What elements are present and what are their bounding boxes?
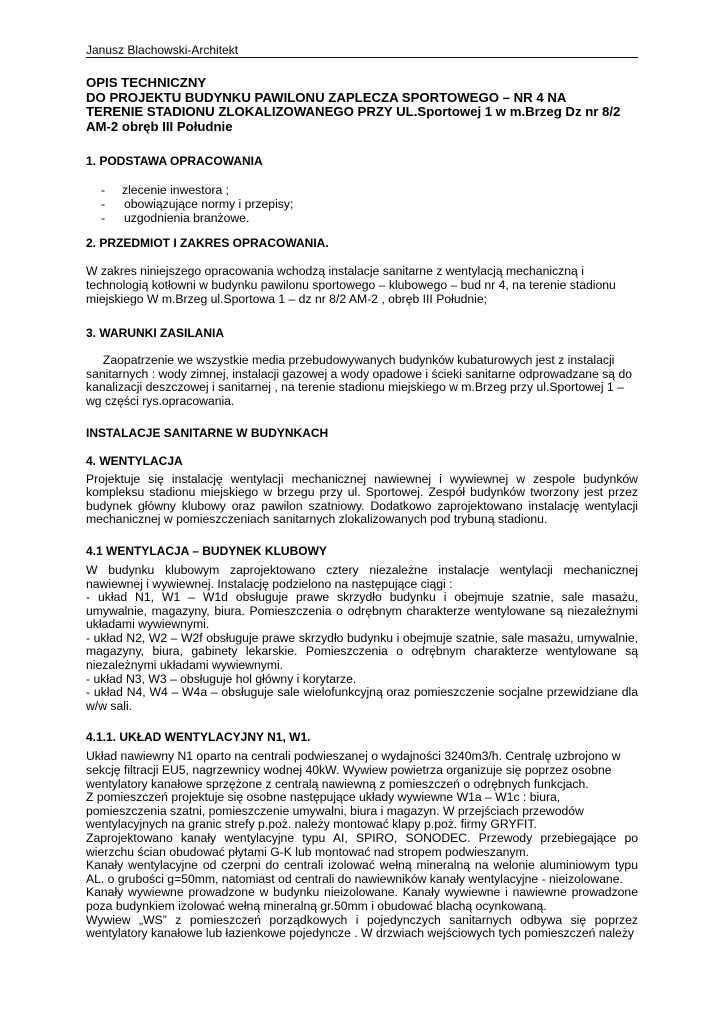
- title-line-1: OPIS TECHNICZNY: [86, 75, 207, 90]
- section-3-text: Zaopatrzenie we wszystkie media przebudowywanych budynków kubaturowych jest z instalacji sanitarnych : wody zimnej, instalacji gazowej a wody opadowe i ścieki sanitarne odprowadzane są do kanalizacji deszczowej i sanitarnej , na terenie stadionu miejskiego w m.Brzeg przy ul.Sportowej 1 – wg części rys.opracowania.: [86, 353, 633, 408]
- installations-heading: INSTALACJE SANITARNE W BUDYNKACH: [86, 425, 329, 440]
- list-item: - układ N3, W3 – obsługuje hol główny i korytarze.: [86, 671, 357, 686]
- section-4-1-1-para: Kanały wentylacyjne od czerpni do centrali izolować wełną mineralną na welonie aluminiowym typu AL. o grubości g=50mm, natomiast od centrali do nawiewników kanały wentylacyjne - nieizolowane.: [86, 858, 638, 886]
- section-3-heading: 3. WARUNKI ZASILANIA: [86, 326, 224, 341]
- document-body: [86, 76, 638, 941]
- section-4-1-1-text: Układ nawiewny N1 oparto na centrali podwieszanej o wydajności 3240m3/h. Centralę uzbrojono w sekcję filtracji EU5, nagrzewnicy wodnej 40kW. Wywiew powietrza organizuje się poprzez osobne wentylatory kanałowe sprzężone z centralą nawiewną z pomieszczeń o odrębnych funkcjach. Z pomieszczeń projektuje się osobne następujące układy wywiewne W1a – W1c : biura, pomieszczenia szatni, pomieszczenie umywalni, biura i magazyn. W przejściach przewodów wentylacyjnych na granic strefy p.poż. należy montować klapy p.poż. firmy GRYFIT.: [86, 749, 621, 832]
- page-header-author: Janusz Blachowski-Architekt: [86, 43, 239, 57]
- list-item: - zlecenie inwestora ;: [101, 183, 230, 198]
- title-line-3: TERENIE STADIONU ZLOKALIZOWANEGO PRZY UL.Sportowej 1 w m.Brzeg Dz nr 8/2: [86, 104, 621, 120]
- list-item: - uzgodnienia branżowe.: [101, 211, 250, 226]
- list-item: - układ N1, W1 – W1d obsługuje prawe skrzydło budynku i obejmuje szatnie, sale masażu, umywalnie, magazyny, biura. Pomieszczenia o odrębnym charakterze wentylowane są niezależnymi układami wywiewnymi.: [86, 590, 638, 632]
- section-4-1-1-para: Kanały wywiewne prowadzone w budynku nieizolowane. Kanały wywiewne i nawiewne prowadzone poza budynkiem izolować wełną mineralną gr.50mm i obudować blachą ocynkowaną.: [86, 885, 638, 913]
- section-4-1-heading: 4.1 WENTYLACJA – BUDYNEK KLUBOWY: [86, 543, 327, 558]
- section-2-heading: 2. PRZEDMIOT I ZAKRES OPRACOWANIA.: [86, 236, 329, 251]
- section-4-text: Projektuje się instalację wentylacji mechanicznej nawiewnej i wywiewnej w zespole budynków kompleksu stadionu miejskiego w brzegu przy ul. Sportowej. Zespół budynków tworzony jest przez budynek główny klubowy oraz pawilon szatniowy. Dodatkowo zaprojektowano instalację wentylacji mechanicznej w pomieszczeniach sanitarnych zlokalizowanych pod trybuną stadionu.: [86, 471, 638, 527]
- list-item: - obowiązujące normy i przepisy;: [101, 197, 294, 212]
- section-4-1-1-para: Wywiew „WS” z pomieszczeń porządkowych i pojedynczych sanitarnych odbywa się poprzez wentylatory kanałowe lub łazienkowe pojedyncze . W drzwiach wejściowych tych pomieszczeń należy: [86, 912, 638, 941]
- header-rule: [86, 57, 638, 58]
- list-item: - układ N2, W2 – W2f obsługuje prawe skrzydło budynku i obejmuje szatnie, sale masażu, umywalnie, magazyny, biura, gabinety lekarskie. Pomieszczenia o odrębnym charakterze wentylowane są niezależnymi układami wywiewnymi.: [86, 630, 638, 673]
- section-1-heading: 1. PODSTAWA OPRACOWANIA: [86, 154, 263, 169]
- title-line-2: DO PROJEKTU BUDYNKU PAWILONU ZAPLECZA SPORTOWEGO – NR 4 NA: [86, 89, 567, 105]
- title-line-4: AM-2 obręb III Południe: [86, 118, 233, 134]
- section-4-1-1-heading: 4.1.1. UKŁAD WENTYLACYJNY N1, W1.: [86, 730, 311, 745]
- document-title: [86, 76, 638, 134]
- section-4-heading: 4. WENTYLACJA: [86, 453, 183, 468]
- section-4-1-intro: W budynku klubowym zaprojektowano cztery niezależne instalacje wentylacji mechanicznej nawiewnej i wywiewnej. Instalację podzielono na następujące ciągi :: [86, 562, 638, 591]
- section-2-text: W zakres niniejszego opracowania wchodzą instalacje sanitarne z wentylacją mechaniczną i technologią kotłowni w budynku pawilonu sportowego – klubowego – bud nr 4, na terenie stadionu miejskiego W m.Brzeg ul.Sportowa 1 – dz nr 8/2 AM-2 , obręb III Południe;: [86, 264, 616, 306]
- section-1-list: [86, 183, 638, 225]
- section-4-1-1-para: Zaprojektowano kanały wentylacyjne typu AI, SPIRO, SONODEC. Przewody przebiegające po wierzchu ścian obudować płytami G-K lub montować nad stropem podwieszanym.: [86, 831, 638, 859]
- list-item: - układ N4, W4 – W4a – obsługuje sale wielofunkcyjną oraz pomieszczenie socjalne przewidziane dla w/w sali.: [86, 685, 638, 713]
